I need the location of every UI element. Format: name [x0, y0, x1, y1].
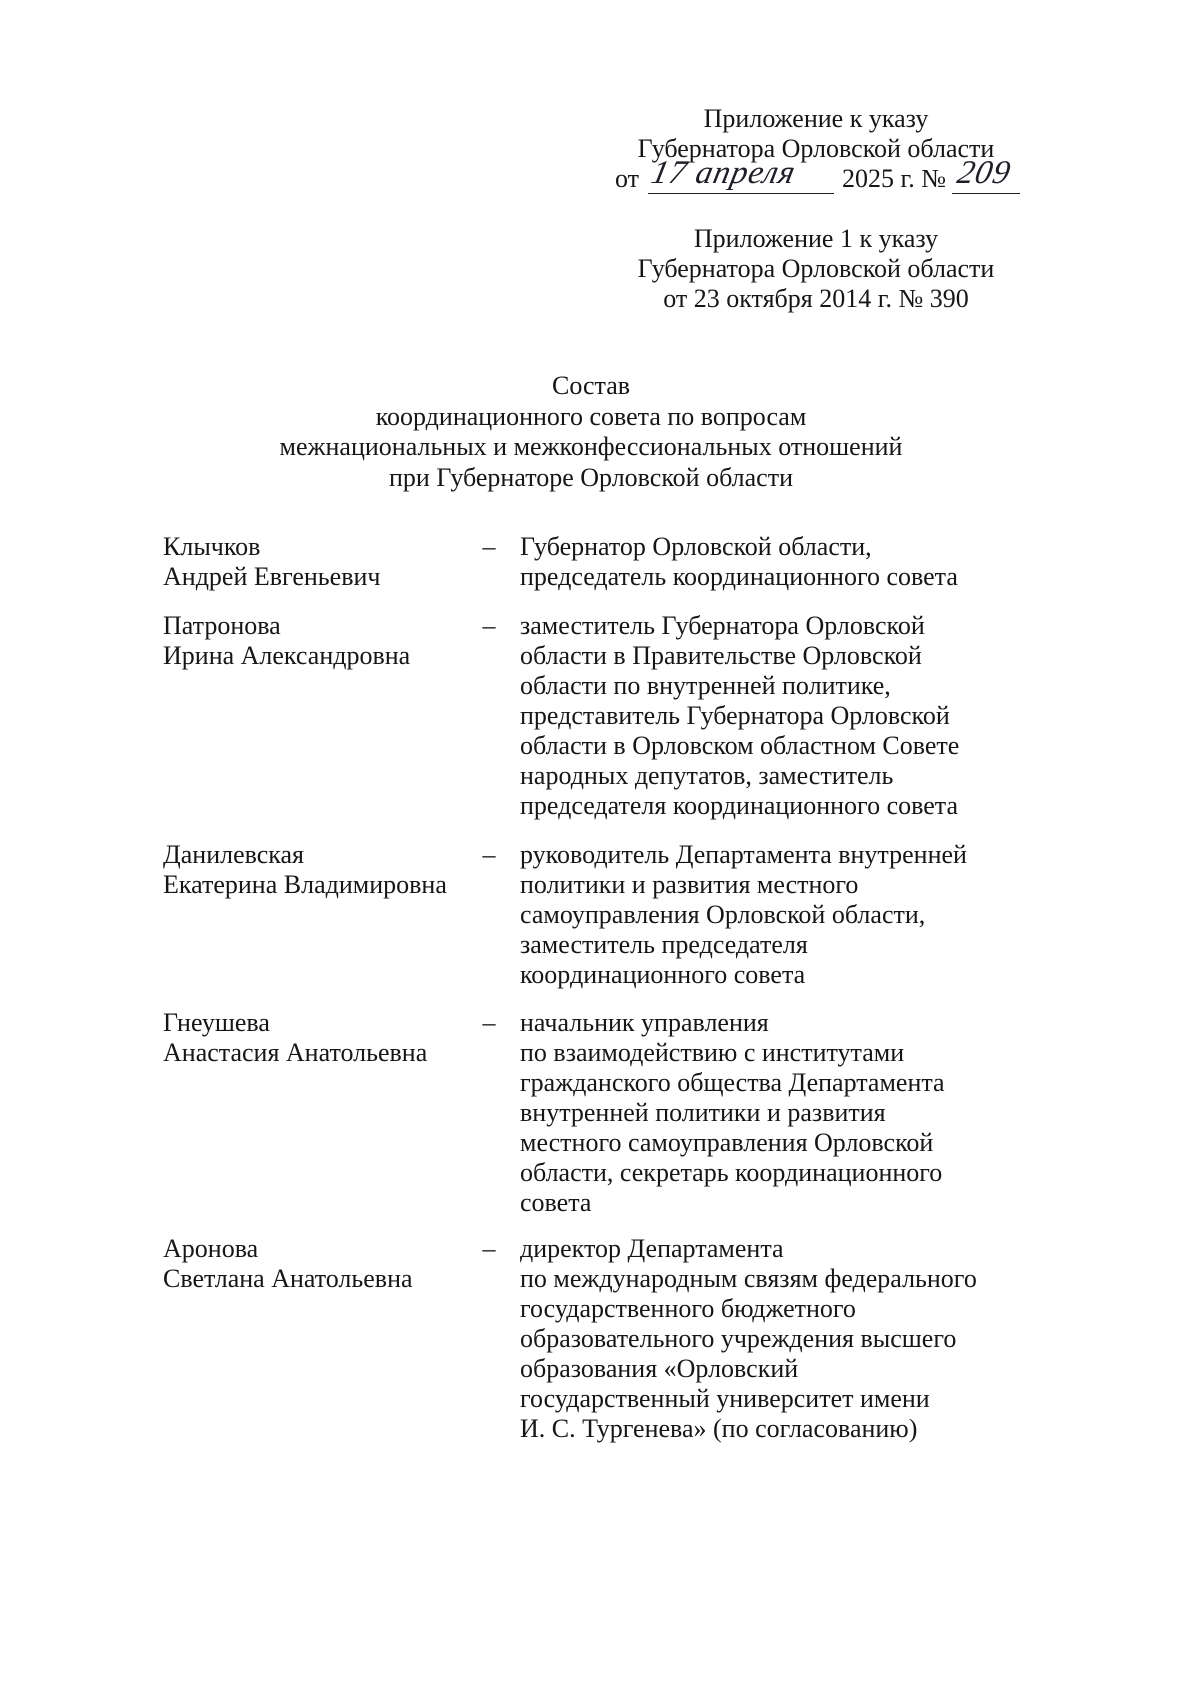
member-position-line: по международным связям федерального [520, 1264, 977, 1293]
member-position-line: местного самоуправления Орловской [520, 1128, 934, 1157]
member-position-line: директор Департамента [520, 1234, 784, 1263]
date-underline [648, 155, 834, 194]
appendix-current-title: Приложение к указу [703, 104, 929, 133]
appendix-current-issuer: Губернатора Орловской области [637, 134, 995, 163]
member-position-line: образования «Орловский [520, 1354, 799, 1383]
member-position [520, 1234, 1060, 1444]
member-position [520, 611, 1060, 821]
number-underline [952, 155, 1020, 194]
member-surname: Клычков [163, 532, 261, 561]
appendix-original-date: от 23 октября 2014 г. № 390 [663, 284, 969, 313]
member-position-line: начальник управления [520, 1008, 769, 1037]
document-title [163, 371, 1019, 493]
member-position [520, 840, 1060, 990]
member-name [163, 1008, 463, 1068]
member-position-line: самоуправления Орловской области, [520, 900, 926, 929]
appendix-original-title: Приложение 1 к указу [693, 224, 939, 253]
title-line: координационного совета по вопросам [375, 401, 807, 431]
member-position-line: области, секретарь координационного [520, 1158, 943, 1187]
title-line: при Губернаторе Орловской области [388, 462, 793, 492]
member-given-names: Ирина Александровна [163, 641, 411, 670]
member-position-line: руководитель Департамента внутренней [520, 840, 967, 869]
member-dash: – [482, 1234, 496, 1263]
member-position-line: председатель координационного совета [520, 562, 958, 591]
member-surname: Аронова [163, 1234, 259, 1263]
member-given-names: Светлана Анатольевна [163, 1264, 413, 1293]
member-dash: – [482, 532, 496, 561]
appendix-current-year-number-label: 2025 г. № [842, 164, 947, 193]
member-position-line: совета [520, 1188, 592, 1217]
member-position-line: народных депутатов, заместитель [520, 761, 894, 790]
member-position-line: области по внутренней политике, [520, 671, 891, 700]
member-position-line: области в Правительстве Орловской [520, 641, 922, 670]
appendix-original-issuer: Губернатора Орловской области [637, 254, 995, 283]
member-position-line: области в Орловском областном Совете [520, 731, 960, 760]
member-dash: – [482, 1008, 496, 1037]
member-surname: Гнеушева [163, 1008, 270, 1037]
member-name [163, 532, 463, 592]
member-position-line: внутренней политики и развития [520, 1098, 886, 1127]
member-position-line: политики и развития местного [520, 870, 859, 899]
member-given-names: Анастасия Анатольевна [163, 1038, 428, 1067]
member-position-line: Губернатор Орловской области, [520, 532, 872, 561]
appendix-current-date-prefix: от [615, 164, 640, 193]
member-surname: Патронова [163, 611, 281, 640]
member-position-line: по взаимодействию с институтами [520, 1038, 905, 1067]
appendix-original-block [616, 224, 1016, 314]
title-line: межнациональных и межконфессиональных отношений [279, 432, 903, 462]
member-position [520, 532, 1060, 592]
member-position [520, 1008, 1060, 1218]
member-position-line: И. С. Тургенева» (по согласованию) [520, 1414, 918, 1443]
member-position-line: координационного совета [520, 960, 806, 989]
member-position-line: образовательного учреждения высшего [520, 1324, 957, 1353]
member-position-line: заместитель председателя [520, 930, 808, 959]
member-position-line: председателя координационного совета [520, 791, 958, 820]
member-dash: – [482, 611, 496, 640]
member-position-line: гражданского общества Департамента [520, 1068, 945, 1097]
member-given-names: Андрей Евгеньевич [163, 562, 381, 591]
member-position-line: представитель Губернатора Орловской [520, 701, 950, 730]
member-position-line: государственный университет имени [520, 1384, 930, 1413]
member-name [163, 840, 463, 900]
member-position-line: государственного бюджетного [520, 1294, 856, 1323]
handwritten-number: 209 [954, 155, 1015, 191]
member-name [163, 611, 463, 671]
member-given-names: Екатерина Владимировна [163, 870, 447, 899]
member-position-line: заместитель Губернатора Орловской [520, 611, 925, 640]
member-surname: Данилевская [163, 840, 305, 869]
member-name [163, 1234, 463, 1294]
member-dash: – [482, 840, 496, 869]
handwritten-date: 17 апреля [648, 155, 800, 191]
title-line: Состав [551, 371, 631, 400]
